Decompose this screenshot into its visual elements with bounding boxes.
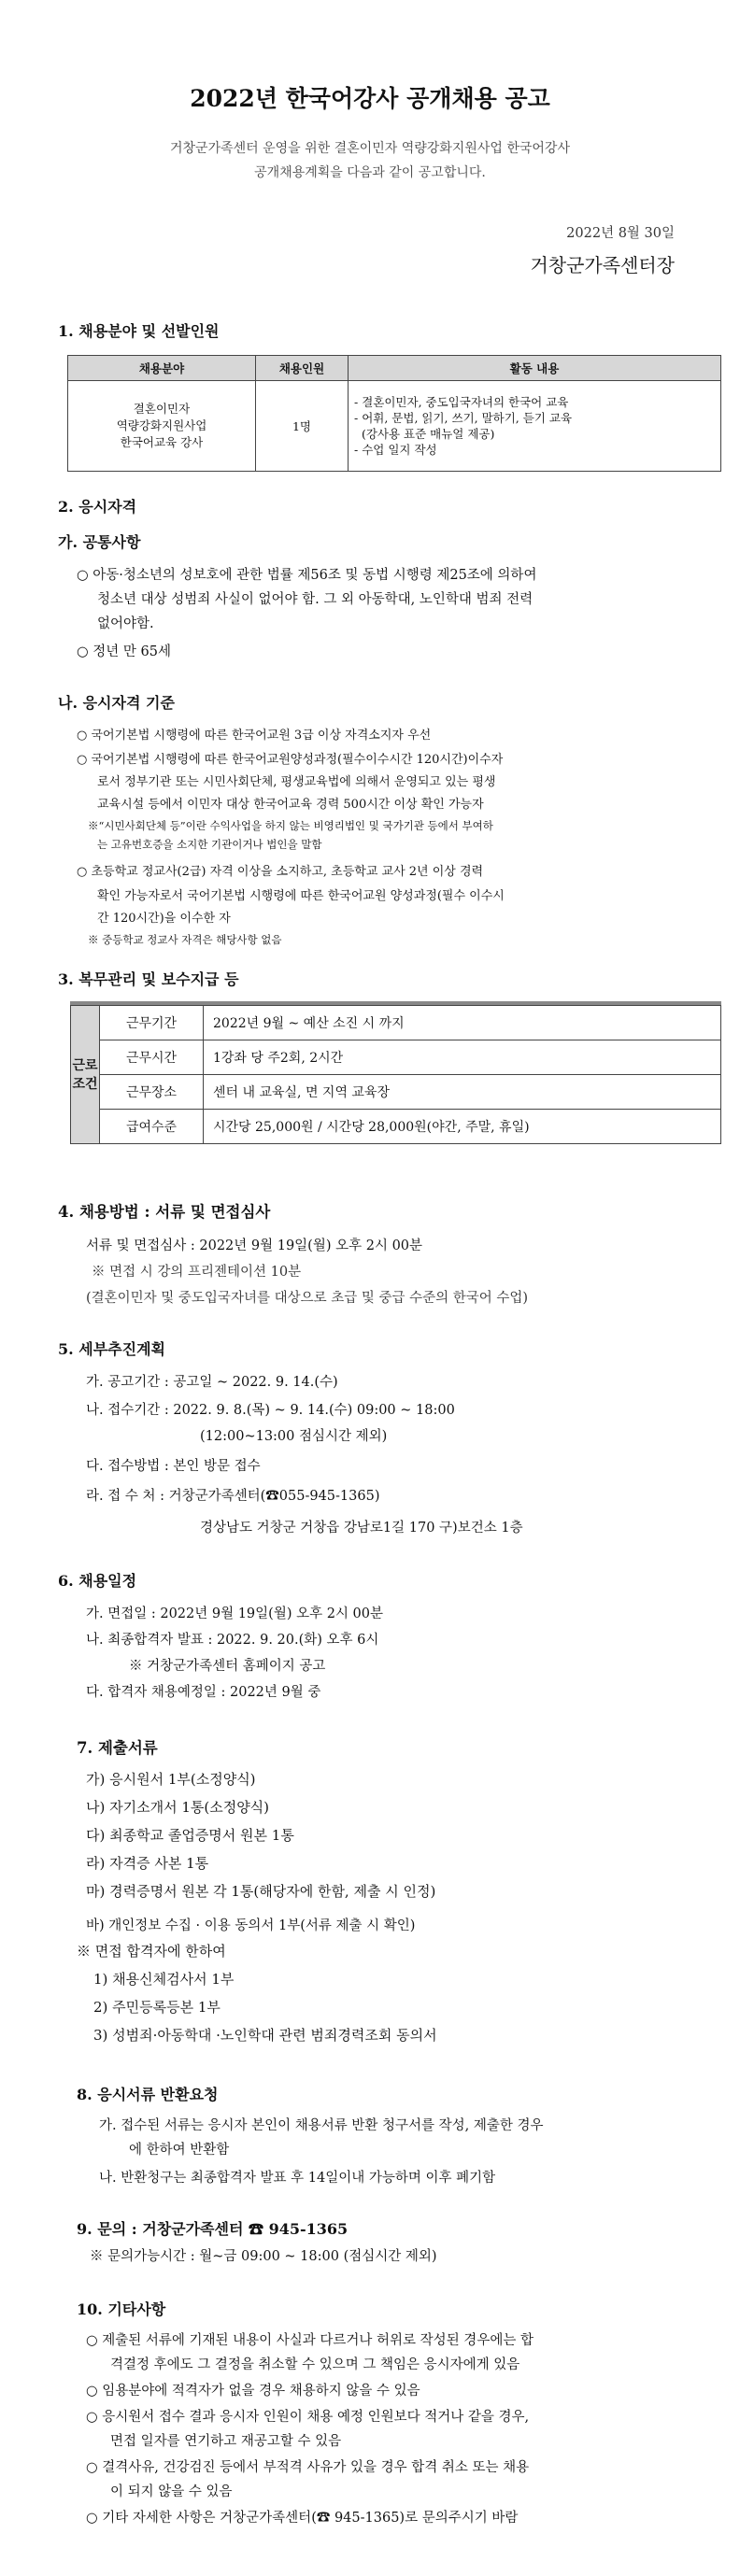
document-item: 나) 자기소개서 1통(소정양식) bbox=[86, 1799, 270, 1816]
row-value: 2022년 9월 ~ 예산 소진 시 까지 bbox=[204, 1006, 721, 1040]
col-header-field: 채용분야 bbox=[68, 356, 256, 381]
document-item: 가) 응시원서 1부(소정양식) bbox=[86, 1771, 256, 1788]
section2-sub-a: 가. 공통사항 bbox=[58, 533, 141, 551]
activity-line: - 수업 일지 작성 bbox=[354, 443, 437, 457]
activity-line: - 결혼이민자, 중도입국자녀의 한국어 교육 bbox=[354, 395, 569, 409]
other-line: ○ 제출된 서류에 기재된 내용이 사실과 다르거나 허위로 작성된 경우에는 합 bbox=[86, 2333, 534, 2348]
list-item: 확인 가능자로서 국어기본법 시행령에 따른 한국어교원 양성과정(필수 이수시 bbox=[97, 889, 505, 903]
return-line: 가. 접수된 서류는 응시자 본인이 채용서류 반환 청구서를 작성, 제출한 경우 bbox=[99, 2118, 544, 2133]
issuer: 거창군가족센터장 bbox=[530, 254, 675, 276]
document-item: 3) 성범죄·아동학대 ·노인학대 관련 범죄경력조회 동의서 bbox=[93, 2027, 437, 2044]
section2-heading: 2. 응시자격 bbox=[58, 498, 137, 516]
section6-heading: 6. 채용일정 bbox=[58, 1572, 137, 1590]
activity-line: - 어휘, 문법, 읽기, 쓰기, 말하기, 듣기 교육 bbox=[354, 411, 573, 425]
document-item: 라) 자격증 사본 1통 bbox=[86, 1855, 209, 1872]
row-label: 근무시간 bbox=[100, 1040, 204, 1075]
section9-heading: 9. 문의 : 거창군가족센터 ☎ 945-1365 bbox=[77, 2220, 349, 2238]
row-value: 1강좌 당 주2회, 2시간 bbox=[204, 1040, 721, 1075]
section5-heading: 5. 세부추진계획 bbox=[58, 1340, 166, 1358]
row-label: 근무장소 bbox=[100, 1075, 204, 1110]
schedule-line: 다. 합격자 채용예정일 : 2022년 9월 중 bbox=[86, 1685, 321, 1700]
row-value: 센터 내 교육실, 면 지역 교육장 bbox=[204, 1075, 721, 1110]
return-line: 나. 반환청구는 최종합격자 발표 후 14일이내 가능하며 이후 폐기함 bbox=[99, 2171, 496, 2186]
document-item: 마) 경력증명서 원본 각 1통(해당자에 한함, 제출 시 인정) bbox=[86, 1883, 436, 1900]
notice-date: 2022년 8월 30일 bbox=[566, 226, 675, 241]
group-label-line: 조건 bbox=[72, 1076, 98, 1092]
plan-line: 나. 접수기간 : 2022. 9. 8.(목) ~ 9. 14.(수) 09:00 ~ 18:00 bbox=[86, 1403, 455, 1418]
section2-sub-b: 나. 응시자격 기준 bbox=[58, 694, 175, 712]
document-item: 2) 주민등록등본 1부 bbox=[93, 1999, 221, 2016]
other-line: 격결정 후에도 그 결정을 취소할 수 있으며 그 책임은 응시자에게 있음 bbox=[110, 2357, 520, 2372]
plan-line: 다. 접수방법 : 본인 방문 접수 bbox=[86, 1459, 261, 1474]
section8-heading: 8. 응시서류 반환요청 bbox=[77, 2086, 219, 2103]
schedule-line: 가. 면접일 : 2022년 9월 19일(월) 오후 2시 00분 bbox=[86, 1606, 384, 1621]
list-item: 로서 정부기관 또는 시민사회단체, 평생교육법에 의해서 운영되고 있는 평생 bbox=[97, 775, 496, 789]
table-row bbox=[71, 1006, 721, 1040]
list-item: ○ 초등학교 정교사(2급) 자격 이상을 소지하고, 초등학교 교사 2년 이상 경력 bbox=[77, 865, 484, 879]
other-line: ○ 기타 자세한 사항은 거창군가족센터(☎ 945-1365)로 문의주시기 바람 bbox=[86, 2511, 519, 2526]
section10-heading: 10. 기타사항 bbox=[77, 2300, 166, 2318]
group-label-line: 근로 bbox=[72, 1057, 98, 1073]
plan-line: 가. 공고기간 : 공고일 ~ 2022. 9. 14.(수) bbox=[86, 1375, 338, 1390]
count-cell: 1명 bbox=[256, 381, 349, 472]
screening-schedule: 서류 및 면접심사 : 2022년 9월 19일(월) 오후 2시 00분 bbox=[86, 1238, 423, 1253]
col-header-count: 채용인원 bbox=[256, 356, 349, 381]
other-line: 이 되지 않을 수 있음 bbox=[110, 2484, 233, 2499]
screening-note: (결혼이민자 및 중도입국자녀를 대상으로 초급 및 중급 수준의 한국어 수업) bbox=[86, 1291, 529, 1306]
return-line: 에 한하여 반환함 bbox=[129, 2143, 230, 2158]
qualification-note: ※“시민사회단체 등”이란 수익사업을 하지 않는 비영리법인 및 국가기관 등에서 부여하 bbox=[88, 819, 493, 832]
plan-line: 경상남도 거창군 거창읍 강남로1길 170 구)보건소 1층 bbox=[200, 1521, 523, 1536]
schedule-line: 나. 최종합격자 발표 : 2022. 9. 20.(화) 오후 6시 bbox=[86, 1633, 379, 1648]
table-header-row bbox=[68, 356, 721, 381]
plan-line: (12:00~13:00 점심시간 제외) bbox=[200, 1429, 388, 1444]
work-conditions-table bbox=[70, 1005, 721, 1144]
screening-note: ※ 면접 시 강의 프리젠테이션 10분 bbox=[92, 1265, 302, 1280]
recruitment-field-table bbox=[67, 355, 721, 472]
section3-heading: 3. 복무관리 및 보수지급 등 bbox=[58, 970, 239, 988]
plan-line: 라. 접 수 처 : 거창군가족센터(☎055-945-1365) bbox=[86, 1489, 380, 1504]
work-conditions-group-label bbox=[71, 1006, 100, 1144]
page-title: 2022년 한국어강사 공개채용 공고 bbox=[190, 85, 550, 112]
intro-line-1: 거창군가족센터 운영을 위한 결혼이민자 역량강화지원사업 한국어강사 bbox=[170, 141, 570, 156]
table-row bbox=[71, 1110, 721, 1144]
list-item: 교육시설 등에서 이민자 대상 한국어교육 경력 500시간 이상 확인 가능자 bbox=[97, 798, 484, 812]
activity-line: (강사용 표준 매뉴얼 제공) bbox=[354, 427, 495, 441]
row-label: 급여수준 bbox=[100, 1110, 204, 1144]
table-row bbox=[71, 1040, 721, 1075]
col-header-activity: 활동 내용 bbox=[349, 356, 721, 381]
schedule-line: ※ 거창군가족센터 홈페이지 공고 bbox=[129, 1659, 326, 1674]
interview-note: ※ 면접 합격자에 한하여 bbox=[77, 1943, 226, 1960]
field-cell bbox=[68, 381, 256, 472]
list-item: 청소년 대상 성범죄 사실이 없어야 함. 그 외 아동학대, 노인학대 범죄 전력 bbox=[97, 592, 534, 607]
section7-heading: 7. 제출서류 bbox=[77, 1739, 158, 1757]
activity-cell bbox=[349, 381, 721, 472]
list-item: ○ 아동·청소년의 성보호에 관한 법률 제56조 및 동법 시행령 제25조에 의하여 bbox=[77, 568, 537, 583]
list-item: 간 120시간)을 이수한 자 bbox=[97, 912, 231, 926]
document-item: 다) 최종학교 졸업증명서 원본 1통 bbox=[86, 1827, 294, 1844]
document-item: 1) 채용신체검사서 1부 bbox=[93, 1971, 235, 1988]
list-item: 없어야함. bbox=[97, 616, 154, 631]
other-line: ○ 응시원서 접수 결과 응시자 인원이 채용 예정 인원보다 적거나 같을 경우, bbox=[86, 2410, 530, 2425]
other-line: ○ 결격사유, 건강검진 등에서 부적격 사유가 있을 경우 합격 취소 또는 채용 bbox=[86, 2460, 530, 2475]
field-line: 결혼이민자 bbox=[133, 402, 191, 416]
field-line: 역량강화지원사업 bbox=[116, 418, 207, 432]
document-item: 바) 개인정보 수집 · 이용 동의서 1부(서류 제출 시 확인) bbox=[86, 1918, 416, 1933]
section4-heading: 4. 채용방법 : 서류 및 면접심사 bbox=[58, 1203, 271, 1221]
other-line: ○ 임용분야에 적격자가 없을 경우 채용하지 않을 수 있음 bbox=[86, 2384, 420, 2399]
list-item: ○ 정년 만 65세 bbox=[77, 644, 171, 659]
table-row bbox=[68, 381, 721, 472]
table-row bbox=[71, 1075, 721, 1110]
row-label: 근무기간 bbox=[100, 1006, 204, 1040]
list-item: ○ 국어기본법 시행령에 따른 한국어교원 3급 이상 자격소지자 우선 bbox=[77, 729, 432, 743]
qualification-note: ※ 중등학교 정교사 자격은 해당사항 없음 bbox=[88, 933, 282, 946]
other-line: 면접 일자를 연기하고 재공고할 수 있음 bbox=[110, 2434, 342, 2449]
row-value: 시간당 25,000원 / 시간당 28,000원(야간, 주말, 휴일) bbox=[204, 1110, 721, 1144]
qualification-note: 는 고유번호증을 소지한 기관이거나 법인을 말함 bbox=[97, 838, 322, 851]
list-item: ○ 국어기본법 시행령에 따른 한국어교원양성과정(필수이수시간 120시간)이수자 bbox=[77, 753, 504, 767]
section1-heading: 1. 채용분야 및 선발인원 bbox=[58, 322, 220, 340]
inquiry-hours-note: ※ 문의가능시간 : 월~금 09:00 ~ 18:00 (점심시간 제외) bbox=[90, 2249, 437, 2264]
intro-line-2: 공개채용계획을 다음과 같이 공고합니다. bbox=[254, 165, 486, 180]
field-line: 한국어교육 강사 bbox=[120, 435, 204, 449]
